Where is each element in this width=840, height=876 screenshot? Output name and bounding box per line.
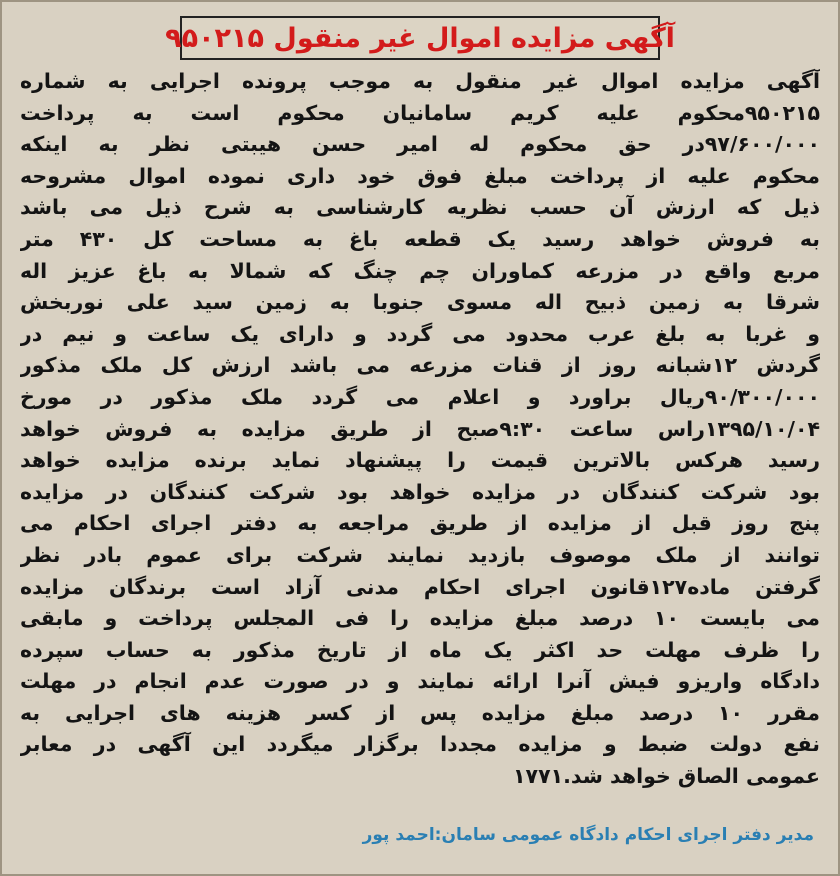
- body-line: ۹۰/۳۰۰/۰۰۰ریال براورد و اعلام می گردد ملک مذکور در مورخ: [20, 384, 820, 409]
- body-line: به فروش خواهد رسید یک قطعه باغ به مساحت کل ۴۳۰ متر: [20, 226, 820, 251]
- body-line: گردش ۱۲شبانه روز از قنات مزرعه می باشد ارزش کل ملک مذکور: [20, 353, 820, 378]
- body-line: مقرر ۱۰ درصد مبلغ مزایده پس از کسر هزینه های اجرایی به: [20, 700, 820, 725]
- body-line: توانند از ملک موصوف بازدید نمایند شرکت برای عموم بادر نظر: [20, 542, 820, 567]
- signature-line: مدیر دفتر اجرای احکام دادگاه عمومی سامان:احمد پور: [362, 825, 814, 845]
- body-line: شرقا به زمین ذبیح اله مسوی جنوبا به زمین سید علی نوربخش: [20, 290, 820, 315]
- body-line: ۹۵۰۲۱۵محکوم علیه کریم سامانیان محکوم است به پرداخت: [20, 100, 820, 125]
- body-line: گرفتن ماده۱۲۷قانون اجرای احکام مدنی آزاد است برندگان مزایده: [20, 574, 820, 599]
- body-line: محکوم علیه از پرداخت مبلغ فوق خود داری نموده اموال مشروحه: [20, 163, 820, 188]
- title-box: [165, 16, 675, 60]
- body-line: نفع دولت ضبط و مزایده مجددا برگزار میگردد این آگهی در معابر: [20, 732, 820, 757]
- body-line: دادگاه واریزو فیش آنرا ارائه نمایند و در صورت عدم انجام در مهلت: [20, 669, 820, 694]
- notice-body: [20, 66, 820, 793]
- body-line: آگهی مزایده اموال غیر منقول به موجب پرونده اجرایی به شماره: [20, 69, 820, 93]
- body-line: پنج روز قبل از مزایده از طریق مراجعه به دفتر اجرای احکام می: [20, 511, 820, 536]
- body-line: ذیل که ارزش آن حسب نظریه کارشناسی به شرح ذیل می باشد: [20, 195, 820, 220]
- body-line: مربع واقع در مزرعه کماوران چم چنگ که شمالا به باغ عزیز اله: [20, 258, 820, 283]
- notice-title: آگهی مزایده اموال غیر منقول ۹۵۰۲۱۵: [165, 22, 675, 54]
- body-line: رسید هرکس بالاترین قیمت را پیشنهاد نماید برنده مزایده خواهد: [20, 448, 820, 473]
- body-line: و غربا به بلغ عرب محدود می گردد و دارای یک ساعت و نیم در: [20, 321, 820, 346]
- body-line: بود شرکت کنندگان در مزایده خواهد بود شرکت کنندگان در مزایده: [20, 479, 820, 504]
- body-line: ۹۷/۶۰۰/۰۰۰در حق محکوم له امیر حسن هیبتی نظر به اینکه: [20, 132, 820, 157]
- body-line: ۱۳۹۵/۱۰/۰۴راس ساعت ۹:۳۰صبح از طریق مزایده به فروش خواهد: [20, 416, 820, 441]
- body-line: را ظرف مهلت حد اکثر یک ماه از تاریخ مذکور به حساب سپرده: [20, 637, 820, 662]
- body-line: عمومی الصاق خواهد شد.۱۷۷۱: [513, 764, 820, 789]
- body-line: می بایست ۱۰ درصد مبلغ مزایده را فی المجلس پرداخت و مابقی: [20, 606, 820, 631]
